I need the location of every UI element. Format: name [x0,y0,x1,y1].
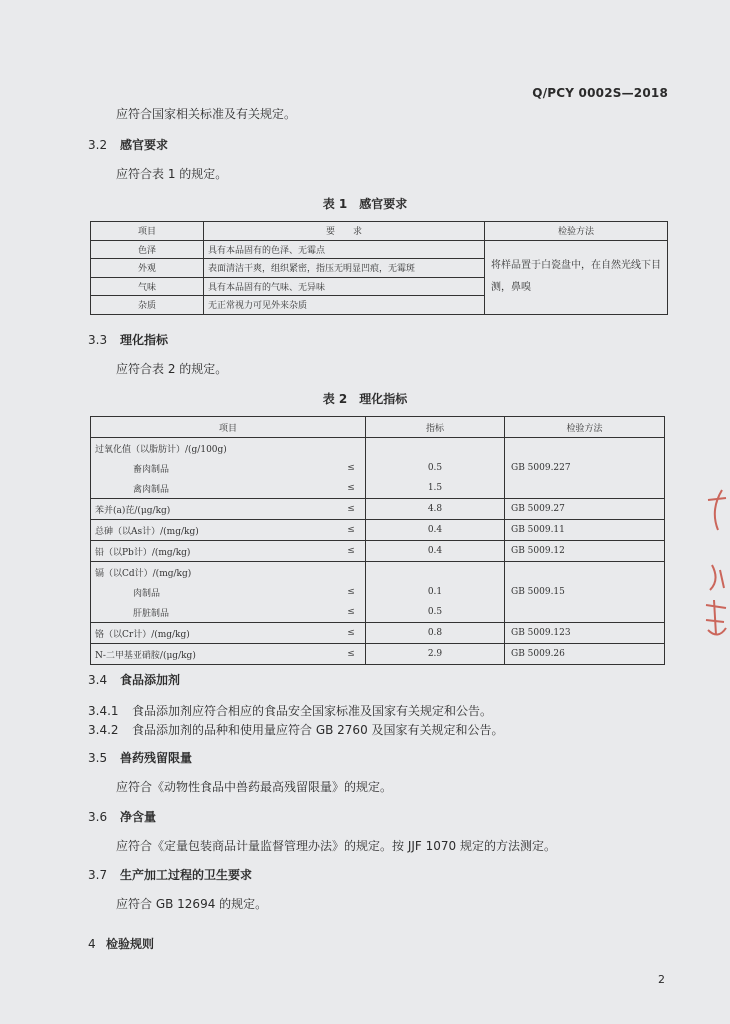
index-value-cell: 0.4 [366,520,505,541]
col-header-index: 指标 [366,417,505,438]
item-cell: 铬（以Cr计）/(mg/kg) [91,623,338,644]
section-3-3-heading [88,331,168,348]
item-cell: 色泽 [91,240,204,259]
col-header-method: 检验方法 [505,417,665,438]
requirement-cell: 具有本品固有的色泽、无霉点 [204,240,485,259]
method-cell: GB 5009.227 [505,438,665,499]
table-row [91,541,665,562]
intro-text: 应符合国家相关标准及有关规定。 [116,107,297,121]
section-3-6-heading [88,808,156,825]
section-3-6-text: 应符合《定量包装商品计量监督管理办法》的规定。按 JJF 1070 规定的方法测定。 [116,839,556,853]
method-cell: 将样品置于白瓷盘中，在自然光线下目测，鼻嗅 [485,240,668,314]
table-row [91,240,668,259]
item-cell: 肉制品 [91,582,338,602]
section-3-4-heading [88,671,180,688]
table-row [91,562,665,583]
requirement-cell: 表面清洁干爽，组织紧密，指压无明显凹痕，无霉斑 [204,259,485,278]
table-row [91,520,665,541]
item-cell: 过氧化值（以脂肪计）/(g/100g) [91,438,338,459]
item-cell: 总砷（以As计）/(mg/kg) [91,520,338,541]
less-equal-symbol: ≤ [337,458,366,478]
method-cell: GB 5009.27 [505,499,665,520]
item-cell: N-二甲基亚硝胺/(μg/kg) [91,644,338,665]
table2-caption: 表 2 理化指标 [322,392,408,406]
col-header-requirement: 要 求 [204,222,485,241]
method-cell: GB 5009.11 [505,520,665,541]
item-cell: 苯并(a)芘/(μg/kg) [91,499,338,520]
section-title: 食品添加剂 [120,673,181,687]
section-3-7-heading [88,866,252,883]
less-equal-symbol: ≤ [337,602,366,623]
col-header-item: 项目 [91,222,204,241]
index-value-cell: 4.8 [366,499,505,520]
clause-number: 3.4.1 [88,704,119,718]
section-3-5-text: 应符合《动物性食品中兽药最高残留限量》的规定。 [116,780,393,794]
requirement-cell: 无正常视力可见外来杂质 [204,296,485,315]
less-equal-symbol: ≤ [337,478,366,499]
table-row [91,623,665,644]
method-cell: GB 5009.15 [505,562,665,623]
item-cell: 外观 [91,259,204,278]
table-header-row [91,417,665,438]
clause-text: 食品添加剂应符合相应的食品安全国家标准及国家有关规定和公告。 [132,704,493,718]
table-row [91,499,665,520]
physicochemical-table [90,416,665,665]
index-value-cell: 0.8 [366,623,505,644]
section-3-5-heading [88,749,192,766]
clause-number: 3.4.2 [88,723,119,737]
item-cell: 镉（以Cd计）/(mg/kg) [91,562,338,583]
standard-number: Q/PCY 0002S—2018 [532,86,668,100]
clause-3-4-1 [88,702,492,719]
table-row [91,438,665,459]
less-equal-symbol: ≤ [337,520,366,541]
index-value-cell: 0.5 [366,602,505,623]
clause-3-4-2 [88,721,504,738]
section-title: 净含量 [120,810,157,824]
less-equal-symbol [337,562,366,583]
section-3-2-text: 应符合表 1 的规定。 [116,167,228,181]
index-value-cell [366,562,505,583]
page-number: 2 [658,973,665,986]
section-number: 3.7 [88,868,108,882]
index-value-cell: 1.5 [366,478,505,499]
section-title: 理化指标 [120,333,169,347]
section-number: 3.2 [88,138,108,152]
section-3-7-text: 应符合 GB 12694 的规定。 [116,897,268,911]
section-3-3-text: 应符合表 2 的规定。 [116,362,228,376]
index-value-cell [366,438,505,459]
item-cell: 畜肉制品 [91,458,338,478]
section-3-2-heading [88,136,168,153]
table1-caption: 表 1 感官要求 [322,197,408,211]
item-cell: 气味 [91,277,204,296]
section-number: 3.5 [88,751,108,765]
index-value-cell: 0.1 [366,582,505,602]
index-value-cell: 2.9 [366,644,505,665]
item-cell: 杂质 [91,296,204,315]
less-equal-symbol: ≤ [337,499,366,520]
section-number: 3.4 [88,673,108,687]
less-equal-symbol: ≤ [337,541,366,562]
col-header-item: 项目 [91,417,366,438]
section-4-heading [88,935,154,952]
less-equal-symbol [337,438,366,459]
section-title: 检验规则 [106,937,155,951]
table-row [91,644,665,665]
col-header-method: 检验方法 [485,222,668,241]
section-number: 4 [88,937,96,951]
less-equal-symbol: ≤ [337,623,366,644]
section-title: 生产加工过程的卫生要求 [120,868,253,882]
table-body [91,438,665,665]
item-cell: 肝脏制品 [91,602,338,623]
clause-text: 食品添加剂的品种和使用量应符合 GB 2760 及国家有关规定和公告。 [132,723,504,737]
method-cell: GB 5009.26 [505,644,665,665]
section-title: 兽药残留限量 [120,751,193,765]
table-header-row [91,222,668,241]
section-title: 感官要求 [120,138,169,152]
index-value-cell: 0.4 [366,541,505,562]
item-cell: 铅（以Pb计）/(mg/kg) [91,541,338,562]
method-cell: GB 5009.12 [505,541,665,562]
less-equal-symbol: ≤ [337,644,366,665]
less-equal-symbol: ≤ [337,582,366,602]
sensory-table [90,221,668,315]
red-seal-stamp [700,470,730,670]
section-number: 3.6 [88,810,108,824]
method-cell: GB 5009.123 [505,623,665,644]
section-number: 3.3 [88,333,108,347]
item-cell: 禽肉制品 [91,478,338,499]
requirement-cell: 具有本品固有的气味、无异味 [204,277,485,296]
index-value-cell: 0.5 [366,458,505,478]
